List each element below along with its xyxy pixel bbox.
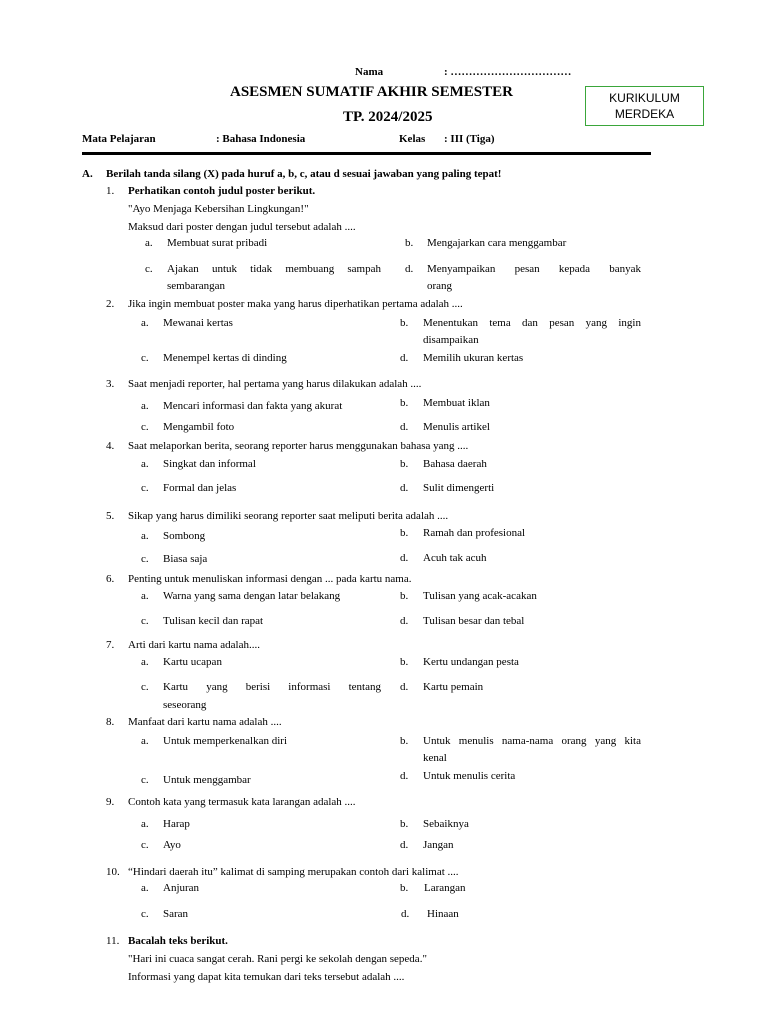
option-letter-b[interactable]: b.: [400, 397, 409, 409]
badge-line-1: KURIKULUM: [609, 91, 680, 105]
option-c-cont[interactable]: seseorang: [163, 699, 207, 711]
option-a[interactable]: Mencari informasi dan fakta yang akurat: [163, 400, 343, 412]
question-text: Arti dari kartu nama adalah....: [128, 639, 260, 651]
question-text: Bacalah teks berikut.: [128, 935, 228, 947]
option-c[interactable]: Mengambil foto: [163, 421, 235, 433]
option-d[interactable]: Jangan: [423, 839, 454, 851]
nama-label: Nama: [355, 66, 384, 78]
option-letter-b[interactable]: b.: [400, 818, 409, 830]
option-letter-d[interactable]: d.: [405, 263, 414, 275]
option-a[interactable]: Mewanai kertas: [163, 317, 233, 329]
option-letter-a[interactable]: a.: [141, 590, 149, 602]
option-letter-a[interactable]: a.: [141, 400, 149, 412]
option-a[interactable]: Membuat surat pribadi: [167, 237, 268, 249]
question-number: 1.: [106, 185, 115, 197]
option-c[interactable]: Biasa saja: [163, 553, 208, 565]
option-letter-c[interactable]: c.: [141, 553, 149, 565]
option-letter-d[interactable]: d.: [400, 421, 409, 433]
question-prompt: Maksud dari poster dengan judul tersebut adalah ....: [128, 221, 356, 233]
option-b[interactable]: Membuat iklan: [423, 397, 490, 409]
option-c[interactable]: Untuk menggambar: [163, 774, 251, 786]
option-b-cont[interactable]: disampaikan: [423, 334, 479, 346]
question-number: 4.: [106, 440, 115, 452]
option-letter-a[interactable]: a.: [141, 656, 149, 668]
option-letter-c[interactable]: c.: [145, 263, 153, 275]
option-letter-d[interactable]: d.: [400, 615, 409, 627]
option-d[interactable]: Memilih ukuran kertas: [423, 352, 524, 364]
question-text: “Hindari daerah itu” kalimat di samping merupakan contoh dari kalimat ....: [128, 866, 459, 878]
option-letter-d[interactable]: d.: [401, 908, 410, 920]
option-a[interactable]: Singkat dan informal: [163, 458, 256, 470]
class-label: Kelas: [399, 133, 426, 145]
option-letter-c[interactable]: c.: [141, 421, 149, 433]
badge-line-2: MERDEKA: [614, 107, 675, 121]
option-a[interactable]: Untuk memperkenalkan diri: [163, 735, 288, 747]
question-number: 7.: [106, 639, 115, 651]
option-c[interactable]: Menempel kertas di dinding: [163, 352, 287, 364]
nama-field[interactable]: : ……………………………: [444, 66, 572, 78]
question-number: 9.: [106, 796, 115, 808]
option-letter-a[interactable]: a.: [141, 458, 149, 470]
option-letter-a[interactable]: a.: [141, 818, 149, 830]
option-letter-b[interactable]: b.: [400, 656, 409, 668]
question-number: 5.: [106, 510, 115, 522]
option-letter-a[interactable]: a.: [141, 317, 149, 329]
option-c[interactable]: Saran: [163, 908, 189, 920]
option-d[interactable]: Menulis artikel: [423, 421, 490, 433]
option-letter-d[interactable]: d.: [400, 552, 409, 564]
option-letter-d[interactable]: d.: [400, 482, 409, 494]
option-letter-b[interactable]: b.: [405, 237, 414, 249]
option-b[interactable]: Tulisan yang acak-acakan: [423, 590, 537, 602]
option-letter-b[interactable]: b.: [400, 317, 409, 329]
option-letter-b[interactable]: b.: [400, 458, 409, 470]
option-b[interactable]: Untuk menulis nama-nama orang yang kita: [423, 735, 641, 747]
question-number: 3.: [106, 378, 115, 390]
option-letter-c[interactable]: c.: [141, 615, 149, 627]
option-b[interactable]: Larangan: [424, 882, 466, 894]
option-d[interactable]: Sulit dimengerti: [423, 482, 495, 494]
option-letter-a[interactable]: a.: [145, 237, 153, 249]
option-c[interactable]: Tulisan kecil dan rapat: [163, 615, 264, 627]
question-quote: "Hari ini cuaca sangat cerah. Rani pergi ke sekolah dengan sepeda.": [128, 953, 427, 965]
option-letter-c[interactable]: c.: [141, 681, 149, 693]
section-letter: A.: [82, 168, 93, 180]
question-number: 10.: [106, 866, 120, 878]
question-number: 6.: [106, 573, 115, 585]
subject-label: Mata Pelajaran: [82, 133, 156, 145]
curriculum-badge: [585, 86, 704, 126]
option-letter-d[interactable]: d.: [400, 681, 409, 693]
option-a[interactable]: Anjuran: [163, 882, 200, 894]
option-c-cont[interactable]: sembarangan: [167, 280, 226, 292]
option-letter-d[interactable]: d.: [400, 839, 409, 851]
question-quote: "Ayo Menjaga Kebersihan Lingkungan!": [128, 203, 309, 215]
option-letter-b[interactable]: b.: [400, 527, 409, 539]
option-d[interactable]: Menyampaikan pesan kepada banyak: [427, 263, 641, 275]
exam-year: TP. 2024/2025: [343, 109, 433, 125]
question-text: Perhatikan contoh judul poster berikut.: [128, 185, 316, 197]
option-d[interactable]: Hinaan: [427, 908, 459, 920]
option-c[interactable]: Ajakan untuk tidak membuang sampah: [167, 263, 381, 275]
option-b[interactable]: Menentukan tema dan pesan yang ingin: [423, 317, 641, 329]
option-letter-c[interactable]: c.: [141, 774, 149, 786]
exam-title: ASESMEN SUMATIF AKHIR SEMESTER: [230, 84, 513, 100]
header-divider: [82, 152, 651, 155]
question-number: 11.: [106, 935, 120, 947]
question-text: Manfaat dari kartu nama adalah ....: [128, 716, 282, 728]
question-text: Contoh kata yang termasuk kata larangan adalah ....: [128, 796, 356, 808]
option-letter-b[interactable]: b.: [400, 882, 409, 894]
question-prompt: Informasi yang dapat kita temukan dari teks tersebut adalah ....: [128, 971, 405, 983]
question-number: 2.: [106, 298, 115, 310]
option-d[interactable]: Acuh tak acuh: [423, 552, 487, 564]
option-d[interactable]: Kartu pemain: [423, 681, 484, 693]
option-letter-d[interactable]: d.: [400, 352, 409, 364]
option-letter-c[interactable]: c.: [141, 839, 149, 851]
option-letter-c[interactable]: c.: [141, 482, 149, 494]
option-letter-b[interactable]: b.: [400, 735, 409, 747]
question-text: Penting untuk menuliskan informasi dengan ... pada kartu nama.: [128, 573, 412, 585]
question-text: Sikap yang harus dimiliki seorang reporter saat meliputi berita adalah ....: [128, 510, 449, 522]
option-letter-c[interactable]: c.: [141, 352, 149, 364]
option-a[interactable]: Kartu ucapan: [163, 656, 222, 668]
option-d[interactable]: Untuk menulis cerita: [423, 770, 516, 782]
question-text: Saat melaporkan berita, seorang reporter harus menggunakan bahasa yang ....: [128, 440, 469, 452]
question-text: Jika ingin membuat poster maka yang harus diperhatikan pertama adalah ....: [128, 298, 463, 310]
option-letter-a[interactable]: a.: [141, 882, 149, 894]
option-letter-a[interactable]: a.: [141, 735, 149, 747]
option-a[interactable]: Sombong: [163, 530, 206, 542]
class-value: : III (Tiga): [444, 133, 495, 145]
option-b[interactable]: Mengajarkan cara menggambar: [427, 237, 567, 249]
question-number: 8.: [106, 716, 115, 728]
option-b[interactable]: Bahasa daerah: [423, 458, 487, 470]
option-b[interactable]: Ramah dan profesional: [423, 527, 526, 539]
option-letter-c[interactable]: c.: [141, 908, 149, 920]
option-c[interactable]: Ayo: [163, 839, 181, 851]
option-c[interactable]: Formal dan jelas: [163, 482, 237, 494]
option-d-cont[interactable]: orang: [427, 280, 453, 292]
section-instruction: Berilah tanda silang (X) pada huruf a, b, c, atau d sesuai jawaban yang paling tepat!: [106, 168, 502, 180]
option-d[interactable]: Tulisan besar dan tebal: [423, 615, 525, 627]
option-a[interactable]: Harap: [163, 818, 190, 830]
option-a[interactable]: Warna yang sama dengan latar belakang: [163, 590, 341, 602]
subject-value: : Bahasa Indonesia: [216, 133, 306, 145]
option-letter-a[interactable]: a.: [141, 530, 149, 542]
option-c[interactable]: Kartu yang berisi informasi tentang: [163, 681, 381, 693]
option-b-cont[interactable]: kenal: [423, 752, 447, 764]
option-letter-b[interactable]: b.: [400, 590, 409, 602]
option-b[interactable]: Sebaiknya: [423, 818, 469, 830]
question-text: Saat menjadi reporter, hal pertama yang harus dilakukan adalah ....: [128, 378, 422, 390]
option-b[interactable]: Kertu undangan pesta: [423, 656, 519, 668]
option-letter-d[interactable]: d.: [400, 770, 409, 782]
